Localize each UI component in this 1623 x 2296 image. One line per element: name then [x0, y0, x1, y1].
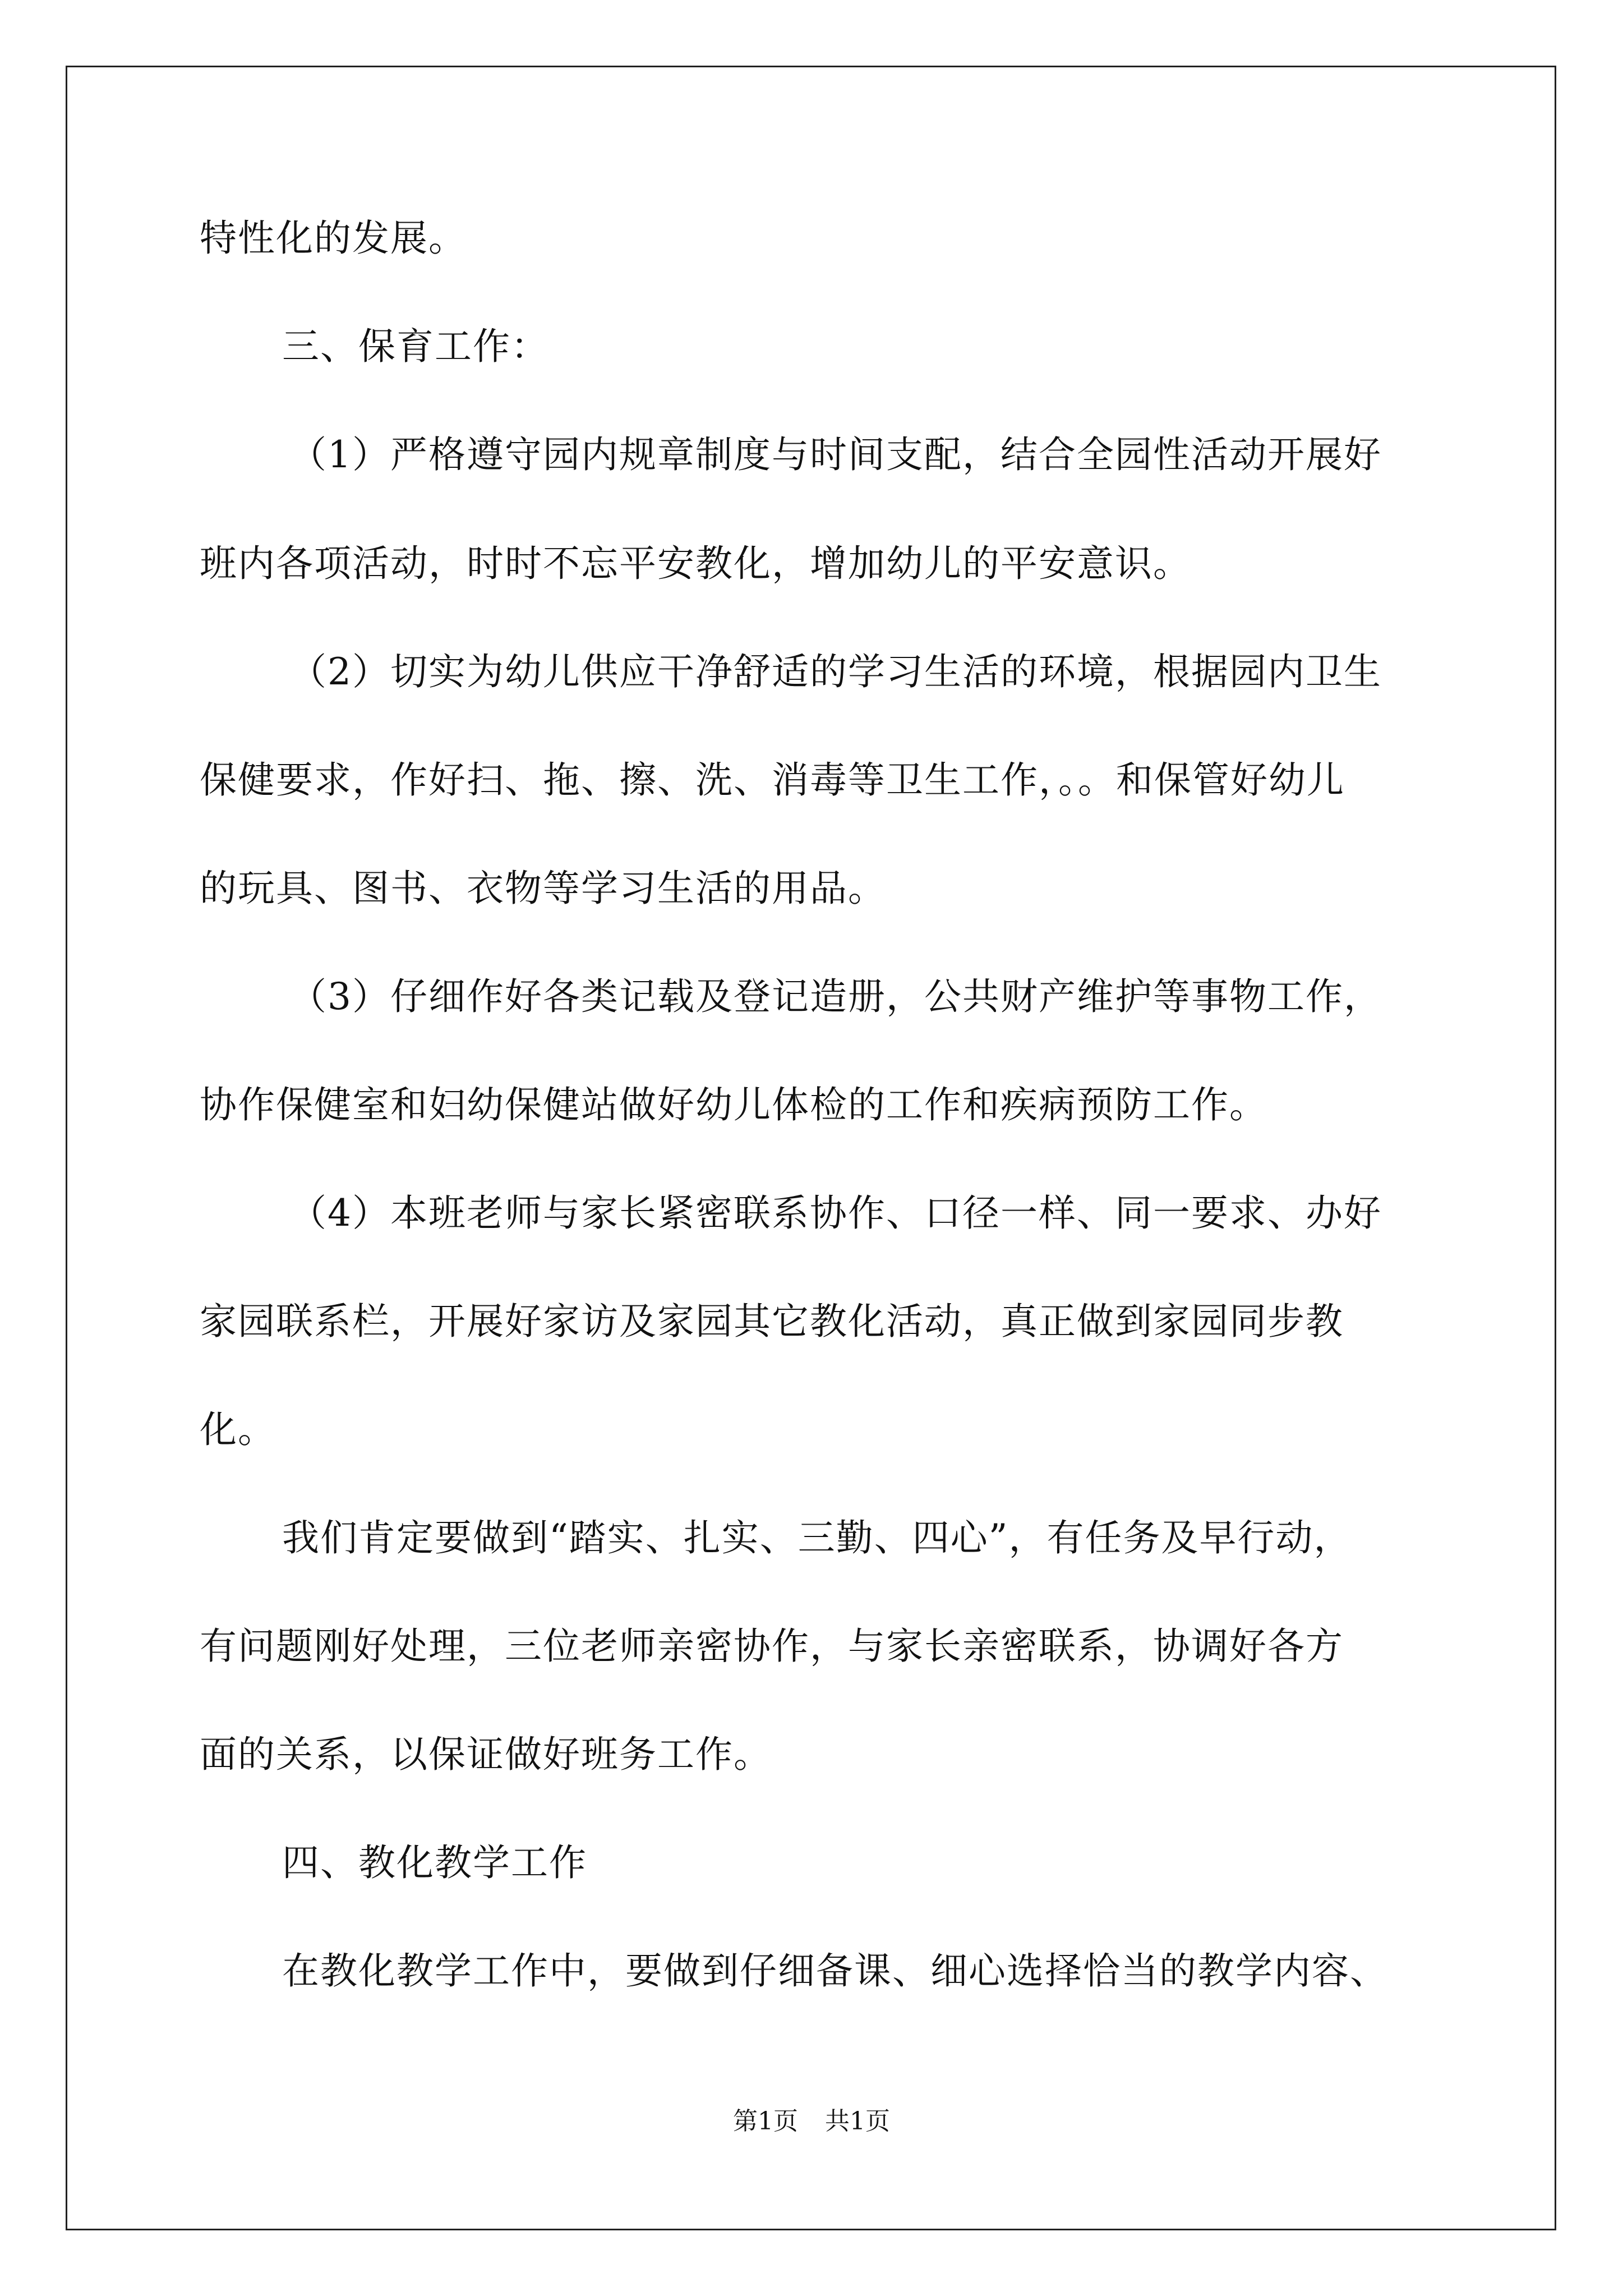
text-line: 特性化的发展。 — [200, 217, 467, 260]
text-line: 我们肯定要做到“踏实、扎实、三勤、四心”，有任务及早行动， — [282, 1516, 1352, 1559]
text-line: 协作保健室和妇幼保健站做好幼儿体检的工作和疾病预防工作。 — [200, 1083, 1267, 1126]
text-line: 面的关系，以保证做好班务工作。 — [200, 1733, 772, 1776]
text-line: 有问题刚好处理，三位老师亲密协作，与家长亲密联系，协调好各方 — [200, 1625, 1344, 1668]
text-line: 在教化教学工作中，要做到仔细备课、细心选择恰当的教学内容、 — [282, 1949, 1388, 1993]
text-line: 班内各项活动，时时不忘平安教化，增加幼儿的平安意识。 — [200, 542, 1191, 585]
text-line: （4）本班老师与家长紧密联系协作、口径一样、同一要求、办好 — [289, 1191, 1382, 1235]
text-line: 化。 — [200, 1408, 276, 1451]
page-total: 共1页 — [825, 2107, 890, 2136]
text-line: （2）切实为幼儿供应干净舒适的学习生活的环境，根据园内卫生 — [289, 650, 1382, 693]
page-number: 第1页 — [733, 2107, 798, 2136]
text-line: 家园联系栏，开展好家访及家园其它教化活动，真正做到家园同步教 — [200, 1300, 1344, 1343]
text-line: 保健要求，作好扫、拖、擦、洗、消毒等卫生工作，。。和保管好幼儿 — [200, 758, 1345, 802]
text-line: （3）仔细作好各类记载及登记造册，公共财产维护等事物工作， — [289, 975, 1382, 1018]
section-heading: 四、教化教学工作 — [282, 1841, 587, 1884]
text-line: 的玩具、图书、衣物等学习生活的用品。 — [200, 867, 886, 910]
page-footer — [0, 2105, 1623, 2138]
text-line: （1）严格遵守园内规章制度与时间支配，结合全园性活动开展好 — [289, 433, 1382, 476]
section-heading: 三、保育工作： — [282, 325, 549, 368]
page-border — [66, 66, 1556, 2230]
